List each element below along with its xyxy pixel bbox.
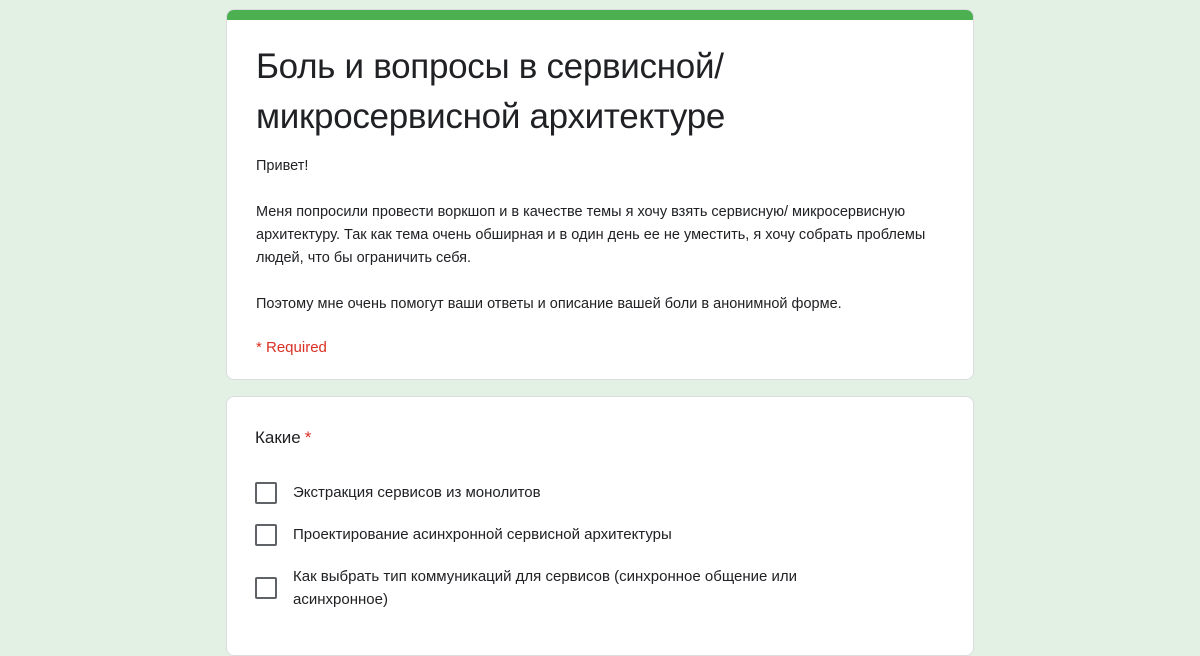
question-title: [255, 428, 311, 448]
checkbox[interactable]: [255, 577, 277, 599]
option-label: Экстракция сервисов из монолитов: [293, 484, 541, 501]
description-greeting: Привет!: [256, 158, 309, 174]
description-paragraph: Меня попросили провести воркшоп и в качестве темы я хочу взять сервисную/ микросервисную архитектуру. Так как тема очень обширная и в один день ее не уместить, я хочу собрать проблемы людей, что бы ограничить себя.: [256, 204, 926, 266]
accent-bar: [227, 10, 973, 20]
question-title-text: Какие: [255, 428, 301, 447]
required-asterisk: *: [304, 428, 312, 447]
form-description: [256, 155, 956, 316]
form-title: Боль и вопросы в сервисной/ микросервисной архитектуре: [256, 47, 726, 136]
checkbox-option[interactable]: [255, 523, 893, 546]
option-label: Как выбрать тип коммуникаций для сервисов (синхронное общение или асинхронное): [293, 568, 798, 608]
checkbox-option[interactable]: [255, 565, 883, 611]
checkbox[interactable]: [255, 482, 277, 504]
checkbox-option[interactable]: [255, 481, 893, 504]
form-header-card: [226, 9, 974, 380]
description-paragraph: Поэтому мне очень помогут ваши ответы и описание вашей боли в анонимной форме.: [256, 296, 842, 312]
checkbox[interactable]: [255, 524, 277, 546]
option-label: Проектирование асинхронной сервисной архитектуры: [293, 526, 672, 543]
required-note: * Required: [256, 339, 327, 356]
